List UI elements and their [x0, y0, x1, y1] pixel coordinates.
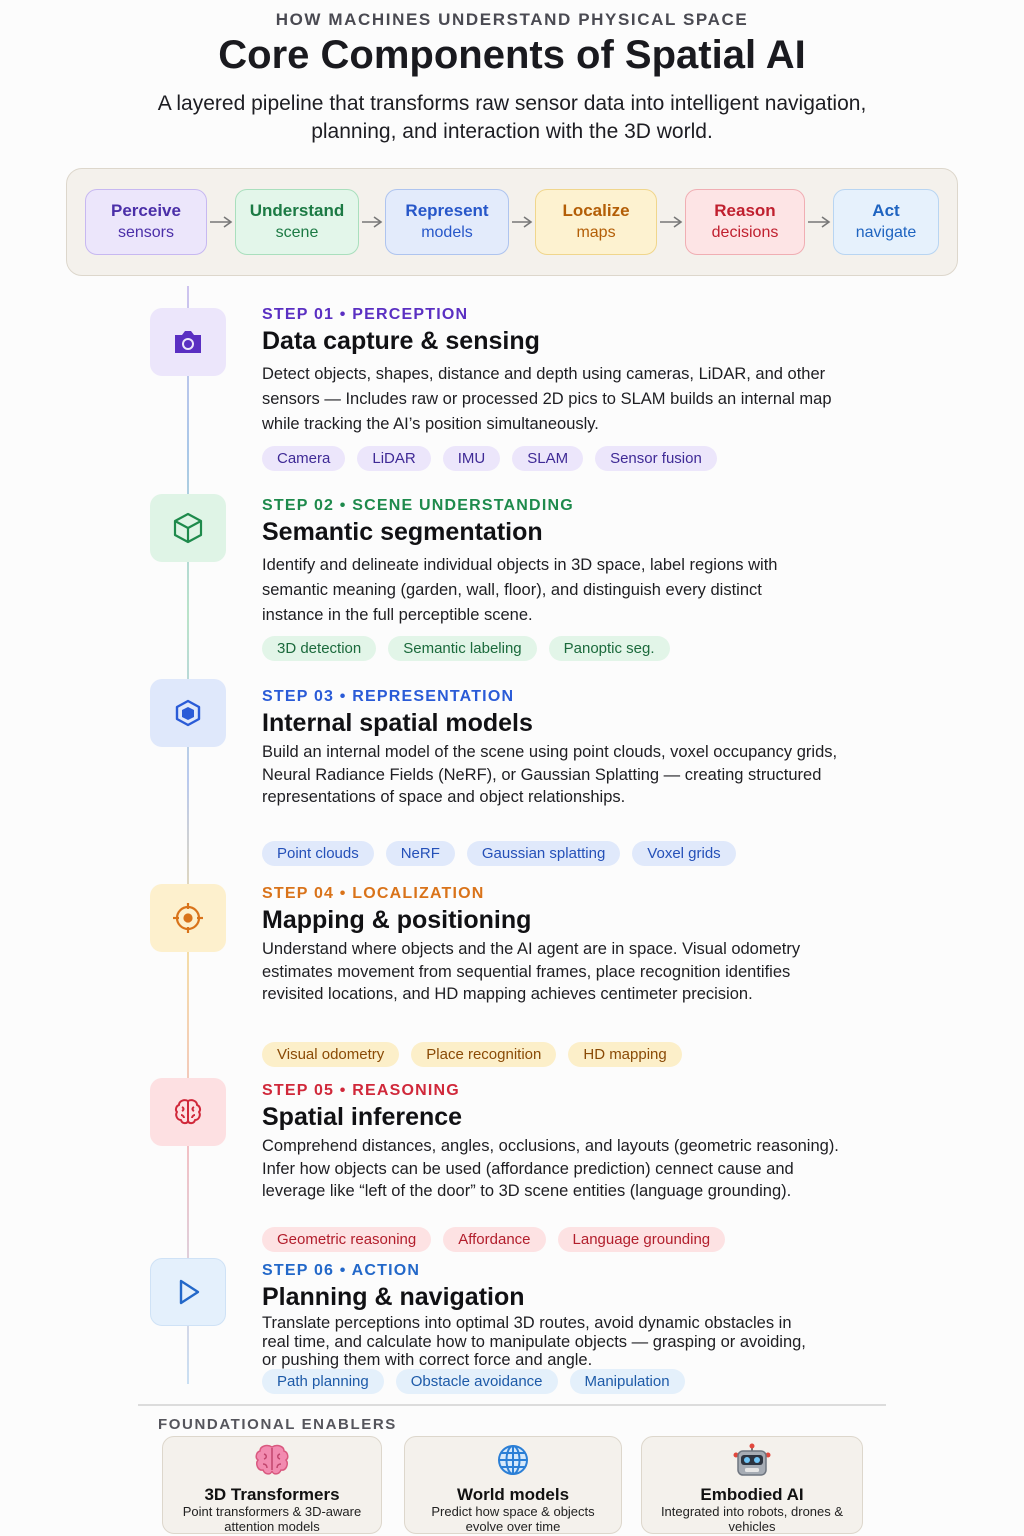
- step-3: [262, 688, 842, 809]
- step-title: Semantic segmentation: [262, 518, 543, 546]
- tag-chip: Language grounding: [558, 1227, 726, 1252]
- pipeline-stage-title: Represent: [405, 201, 489, 220]
- step-description: Build an internal model of the scene using point clouds, voxel occupancy grids, Neural Radiance Fields (NeRF), or Gaussian Splatting — creating structured representations of space and object relationships.: [262, 743, 838, 806]
- pipeline-stage-localize: [535, 189, 657, 255]
- step-description: Identify and delineate individual objects in 3D space, label regions with semantic meaning (garden, wall, floor), and distinguish every distinct instance in the full perceptible scene.: [262, 556, 778, 624]
- pipeline-stage-sub: scene: [275, 224, 319, 241]
- step-label: STEP 06 • ACTION: [262, 1262, 421, 1279]
- tag-chip: Geometric reasoning: [262, 1227, 431, 1252]
- step-title: Data capture & sensing: [262, 327, 540, 355]
- divider: [138, 1404, 886, 1406]
- step-description: Translate perceptions into optimal 3D routes, avoid dynamic obstacles in real time, and calculate how to manipulate objects — grasping or avoiding, or pushing them with correct force and angle.: [262, 1314, 806, 1369]
- pipeline-stage-title: Localize: [562, 201, 630, 220]
- arrow-right-icon: [208, 213, 238, 231]
- pipeline-stage-sub: maps: [576, 224, 616, 241]
- pipeline-stage-sub: models: [421, 224, 473, 241]
- step-icon-box: [150, 308, 226, 376]
- step-label: STEP 01 • PERCEPTION: [262, 306, 469, 323]
- cube-solid-icon: [173, 698, 203, 728]
- tag-chip: Path planning: [262, 1369, 384, 1394]
- foundation-card: [641, 1436, 863, 1534]
- foundation-card-desc: Predict how space & objects evolve over time: [431, 1504, 595, 1534]
- step-icon-box: [150, 1258, 226, 1326]
- pipeline-stage-perceive: [85, 189, 207, 255]
- step-5: [262, 1082, 842, 1203]
- foundation-card-desc: Point transformers & 3D-aware attention models: [182, 1504, 362, 1534]
- camera-icon: [172, 329, 204, 355]
- timeline-line: [187, 286, 189, 1384]
- step-icon-box: [150, 679, 226, 747]
- foundation-card: [162, 1436, 382, 1534]
- tag-chip: Semantic labeling: [388, 636, 536, 661]
- tag-list: [262, 446, 717, 471]
- pipeline-stage-title: Act: [872, 201, 900, 220]
- step-6: [262, 1262, 842, 1370]
- tag-list: [262, 1369, 685, 1394]
- step-title: Internal spatial models: [262, 709, 533, 737]
- foundation-card-title: World models: [456, 1485, 570, 1504]
- tag-chip: Gaussian splatting: [467, 841, 620, 866]
- step-label: STEP 03 • REPRESENTATION: [262, 688, 515, 705]
- play-icon: [173, 1277, 203, 1307]
- tag-chip: Voxel grids: [632, 841, 735, 866]
- pipeline-stage-understand: [235, 189, 359, 255]
- pipeline-stage-title: Perceive: [111, 201, 181, 220]
- step-label: STEP 05 • REASONING: [262, 1082, 460, 1099]
- tag-list: [262, 1227, 725, 1252]
- step-label: STEP 02 • SCENE UNDERSTANDING: [262, 497, 574, 514]
- foundation-card-desc: Integrated into robots, drones & vehicles: [660, 1504, 844, 1534]
- step-4: [262, 885, 842, 1006]
- foundation-card-title: 3D Transformers: [204, 1485, 340, 1504]
- tag-chip: HD mapping: [568, 1042, 681, 1067]
- brain-emoji-icon: [163, 1443, 381, 1477]
- step-description: Comprehend distances, angles, occlusions, and layouts (geometric reasoning). Infer how objects can be used (affordance prediction) cennect cause and leverage like “left of the door” to 3D scene entities (language grounding).: [262, 1137, 839, 1200]
- pipeline-stage-act: [833, 189, 939, 255]
- step-icon-box: [150, 1078, 226, 1146]
- pipeline-panel: [66, 168, 958, 276]
- tag-chip: Panoptic seg.: [549, 636, 670, 661]
- step-label: STEP 04 • LOCALIZATION: [262, 885, 485, 902]
- pipeline-stage-title: Understand: [249, 201, 345, 220]
- tag-chip: Place recognition: [411, 1042, 556, 1067]
- step-title: Planning & navigation: [262, 1283, 525, 1311]
- brain-icon: [172, 1096, 204, 1128]
- tag-chip: LiDAR: [357, 446, 430, 471]
- globe-icon: [405, 1443, 621, 1477]
- robot-icon: [642, 1443, 862, 1481]
- tag-chip: Affordance: [443, 1227, 545, 1252]
- tag-chip: 3D detection: [262, 636, 376, 661]
- foundation-card-title: Embodied AI: [700, 1485, 804, 1504]
- step-icon-box: [150, 884, 226, 952]
- pipeline-stage-represent: [385, 189, 509, 255]
- tag-chip: Visual odometry: [262, 1042, 399, 1067]
- tag-list: [262, 1042, 682, 1067]
- eyebrow: HOW MACHINES UNDERSTAND PHYSICAL SPACE: [275, 10, 749, 29]
- cube-outline-icon: [171, 511, 205, 545]
- step-description: Detect objects, shapes, distance and depth using cameras, LiDAR, and other sensors — Includes raw or processed 2D pics to SLAM builds an internal map while tracking the AI’s position simultaneously.: [262, 365, 832, 433]
- tag-list: [262, 841, 736, 866]
- pipeline-stage-title: Reason: [714, 201, 776, 220]
- tag-chip: Obstacle avoidance: [396, 1369, 558, 1394]
- tag-list: [262, 636, 670, 661]
- tag-chip: Sensor fusion: [595, 446, 717, 471]
- tag-chip: NeRF: [386, 841, 455, 866]
- arrow-right-icon: [658, 213, 688, 231]
- foundation-card: [404, 1436, 622, 1534]
- foundations-label: FOUNDATIONAL ENABLERS: [158, 1416, 397, 1433]
- page-subtitle: A layered pipeline that transforms raw sensor data into intelligent navigation, planning, and interaction with the 3D world.: [157, 92, 867, 143]
- page-title: Core Components of Spatial AI: [218, 33, 806, 77]
- step-2: [262, 497, 842, 628]
- tag-chip: Manipulation: [570, 1369, 685, 1394]
- pipeline-stage-sub: sensors: [117, 224, 175, 241]
- step-1: [262, 306, 842, 437]
- tag-chip: Point clouds: [262, 841, 374, 866]
- arrow-right-icon: [806, 213, 836, 231]
- pipeline-stage-reason: [685, 189, 805, 255]
- crosshair-icon: [171, 901, 205, 935]
- tag-chip: SLAM: [512, 446, 583, 471]
- step-title: Spatial inference: [262, 1103, 463, 1131]
- pipeline-stage-sub: decisions: [711, 224, 779, 241]
- step-icon-box: [150, 494, 226, 562]
- tag-chip: IMU: [443, 446, 501, 471]
- step-title: Mapping & positioning: [262, 906, 532, 934]
- tag-chip: Camera: [262, 446, 345, 471]
- pipeline-stage-sub: navigate: [855, 224, 917, 241]
- step-description: Understand where objects and the AI agent are in space. Visual odometry estimates movement from sequential frames, place recognition identifies revisited locations, and HD mapping achieves centimeter precision.: [262, 940, 801, 1003]
